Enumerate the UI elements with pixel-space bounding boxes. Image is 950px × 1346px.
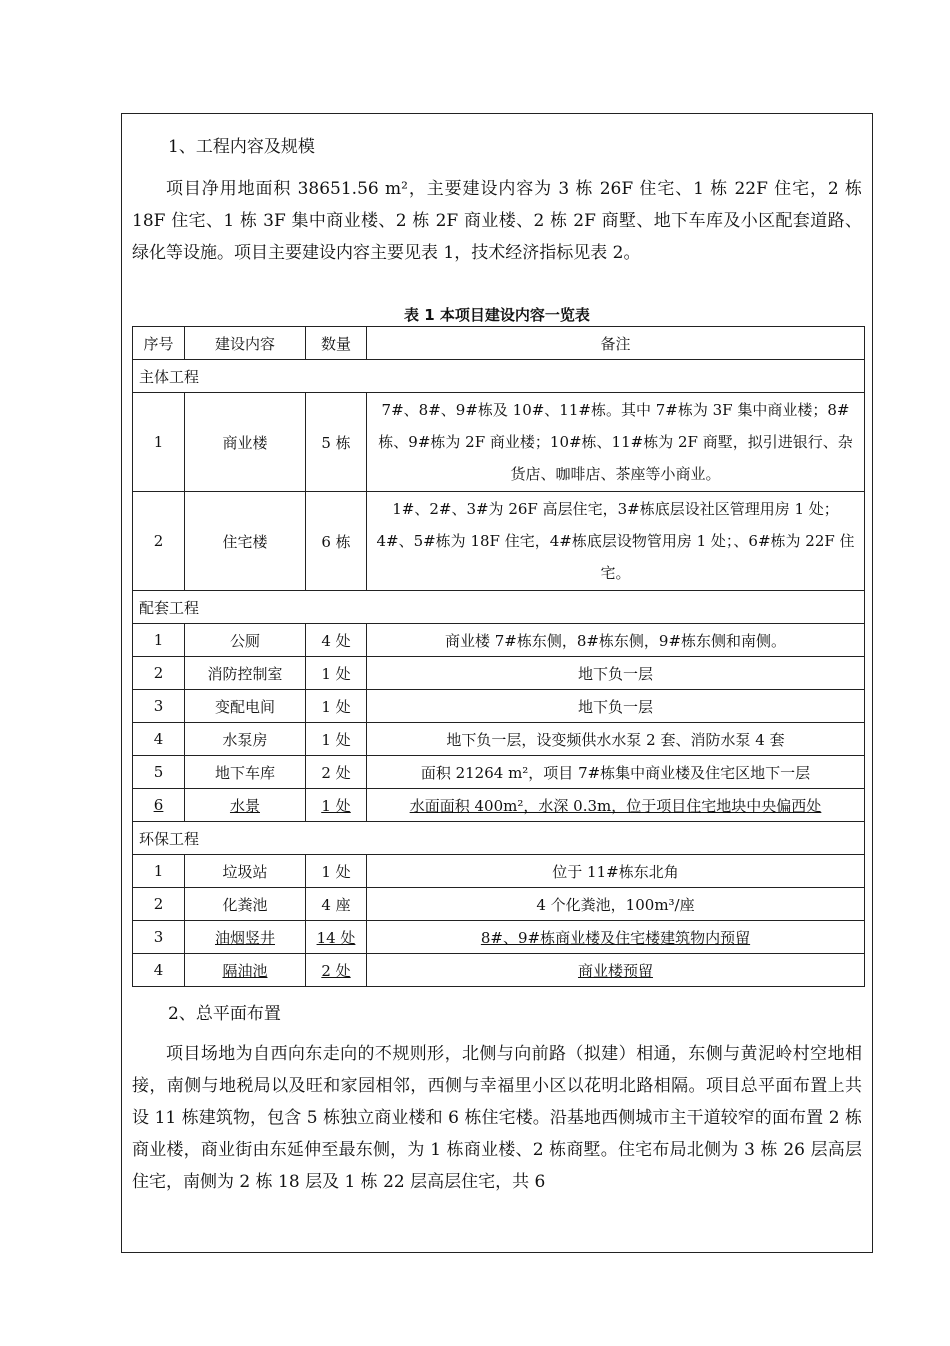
cell-item — [185, 789, 306, 822]
cell-note — [367, 789, 865, 822]
group-label: 配套工程 — [133, 591, 865, 624]
cell-item: 商业楼 — [185, 393, 306, 492]
cell-note: 4 个化粪池，100m³/座 — [367, 888, 865, 921]
col-header-qty: 数量 — [306, 327, 367, 360]
cell-note: 1#、2#、3#为 26F 高层住宅，3#栋底层设社区管理用房 1 处；4#、5#栋为 18F 住宅，4#栋底层设物管用房 1 处；、6#栋为 22F 住宅。 — [367, 492, 865, 591]
cell-note: 7#、8#、9#栋及 10#、11#栋。其中 7#栋为 3F 集中商业楼；8#栋、9#栋为 2F 商业楼；10#栋、11#栋为 2F 商墅，拟引进银行、杂货店、咖啡店、茶座等小商业。 — [367, 393, 865, 492]
cell-no-text: 6 — [153, 796, 164, 814]
cell-qty: 4 处 — [306, 624, 367, 657]
cell-item: 变配电间 — [185, 690, 306, 723]
cell-no: 1 — [133, 855, 185, 888]
section1-paragraph: 项目净用地面积 38651.56 m²，主要建设内容为 3 栋 26F 住宅、1 栋 22F 住宅，2 栋 18F 住宅、1 栋 3F 集中商业楼、2 栋 2F 商业楼、2 栋 2F 商墅、地下车库及小区配套道路、绿化等设施。项目主要建设内容主要见表 1，技术经济指标见表 2。 — [132, 179, 862, 263]
cell-no: 3 — [133, 690, 185, 723]
cell-note-text: 商业楼预留 — [577, 961, 653, 980]
cell-no: 1 — [133, 624, 185, 657]
cell-item — [185, 921, 306, 954]
cell-qty — [306, 954, 367, 987]
col-header-no: 序号 — [133, 327, 185, 360]
construction-content-table — [132, 326, 865, 987]
table-header-row — [133, 327, 865, 360]
table-row — [133, 492, 865, 591]
cell-item: 水泵房 — [185, 723, 306, 756]
table1-caption: 表 1 本项目建设内容一览表 — [404, 306, 590, 324]
cell-qty — [306, 789, 367, 822]
cell-note — [367, 954, 865, 987]
cell-note: 地下负一层，设变频供水水泵 2 套、消防水泵 4 套 — [367, 723, 865, 756]
cell-item: 地下车库 — [185, 756, 306, 789]
cell-no — [133, 789, 185, 822]
cell-no: 2 — [133, 888, 185, 921]
group-row-environmental — [133, 822, 865, 855]
table-row — [133, 723, 865, 756]
cell-qty-text: 2 处 — [321, 961, 351, 980]
cell-note: 商业楼 7#栋东侧，8#栋东侧，9#栋东侧和南侧。 — [367, 624, 865, 657]
group-label: 环保工程 — [133, 822, 865, 855]
table-row — [133, 789, 865, 822]
cell-note: 地下负一层 — [367, 657, 865, 690]
table-row — [133, 921, 865, 954]
group-row-supporting — [133, 591, 865, 624]
table-row — [133, 756, 865, 789]
cell-note: 地下负一层 — [367, 690, 865, 723]
cell-item: 化粪池 — [185, 888, 306, 921]
col-header-note: 备注 — [367, 327, 865, 360]
cell-qty: 5 栋 — [306, 393, 367, 492]
cell-qty: 1 处 — [306, 855, 367, 888]
col-header-item: 建设内容 — [185, 327, 306, 360]
cell-note-text: 8#、9#栋商业楼及住宅楼建筑物内预留 — [480, 928, 751, 947]
cell-qty: 1 处 — [306, 723, 367, 756]
cell-item: 住宅楼 — [185, 492, 306, 591]
cell-no: 5 — [133, 756, 185, 789]
cell-item — [185, 954, 306, 987]
table-row — [133, 855, 865, 888]
cell-qty-text: 1 处 — [321, 796, 351, 815]
cell-qty-text: 14 处 — [316, 928, 356, 947]
cell-no: 4 — [133, 723, 185, 756]
cell-item: 消防控制室 — [185, 657, 306, 690]
cell-qty: 4 座 — [306, 888, 367, 921]
cell-qty — [306, 921, 367, 954]
cell-item: 垃圾站 — [185, 855, 306, 888]
cell-no: 2 — [133, 657, 185, 690]
cell-note: 面积 21264 m²，项目 7#栋集中商业楼及住宅区地下一层 — [367, 756, 865, 789]
table-row — [133, 393, 865, 492]
cell-no: 4 — [133, 954, 185, 987]
table-row — [133, 954, 865, 987]
cell-item: 公厕 — [185, 624, 306, 657]
cell-item-text: 隔油池 — [222, 961, 268, 980]
cell-qty: 2 处 — [306, 756, 367, 789]
cell-note — [367, 921, 865, 954]
cell-item-text: 水景 — [229, 796, 260, 815]
cell-note-text: 水面面积 400m²，水深 0.3m，位于项目住宅地块中央偏西处 — [409, 796, 822, 815]
cell-qty: 1 处 — [306, 657, 367, 690]
cell-item-text: 油烟竖井 — [214, 928, 275, 947]
section2-heading: 2、总平面布置 — [168, 1004, 281, 1024]
cell-no: 2 — [133, 492, 185, 591]
cell-qty: 1 处 — [306, 690, 367, 723]
group-row-main — [133, 360, 865, 393]
cell-no: 3 — [133, 921, 185, 954]
table-row — [133, 624, 865, 657]
document-frame — [121, 113, 873, 1253]
table-row — [133, 888, 865, 921]
section2-paragraph: 项目场地为自西向东走向的不规则形，北侧与向前路（拟建）相通，东侧与黄泥岭村空地相接，南侧与地税局以及旺和家园相邻，西侧与幸福里小区以花明北路相隔。项目总平面布置上共设 11 栋建筑物，包含 5 栋独立商业楼和 6 栋住宅楼。沿基地西侧城市主干道较窄的面布置 2 栋商业楼，商业街由东延伸至最东侧，为 1 栋商业楼、2 栋商墅。住宅布局北侧为 3 栋 26 层高层住宅，南侧为 2 栋 18 层及 1 栋 22 层高层住宅，共 6 — [132, 1044, 862, 1192]
table-row — [133, 690, 865, 723]
section1-heading: 1、工程内容及规模 — [168, 137, 315, 157]
cell-qty: 6 栋 — [306, 492, 367, 591]
table-row — [133, 657, 865, 690]
cell-no: 1 — [133, 393, 185, 492]
cell-note: 位于 11#栋东北角 — [367, 855, 865, 888]
group-label: 主体工程 — [133, 360, 865, 393]
